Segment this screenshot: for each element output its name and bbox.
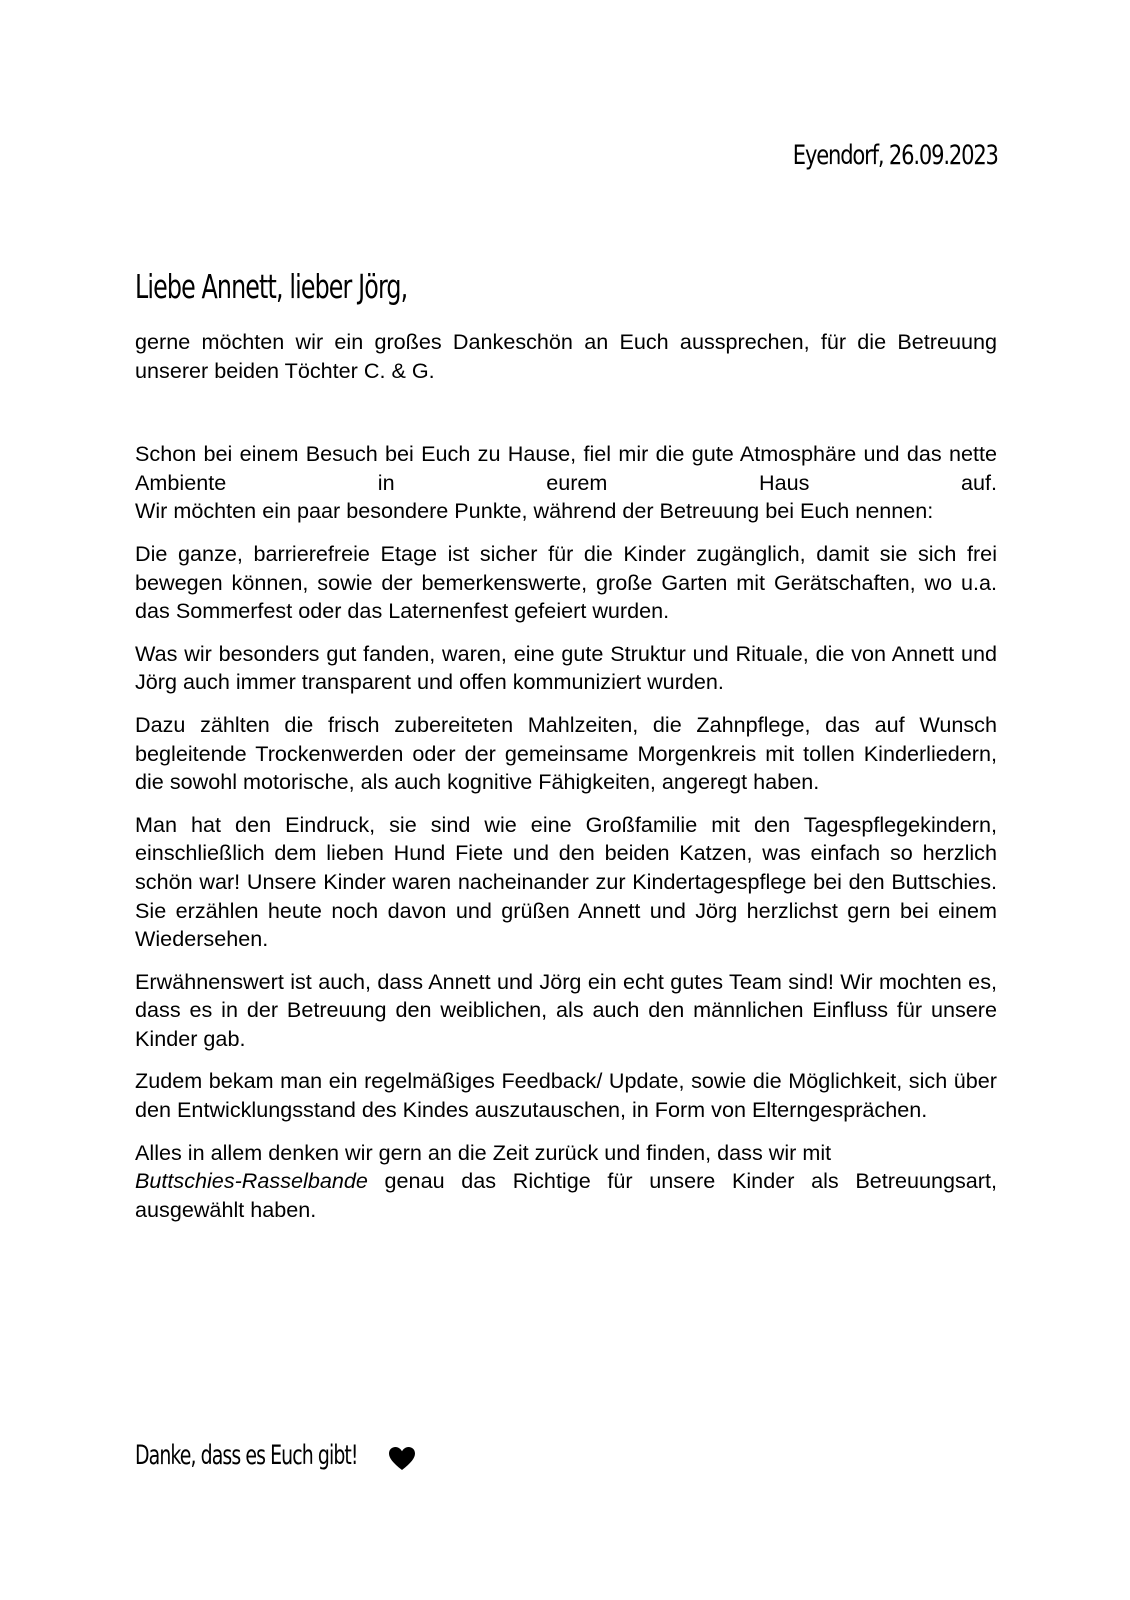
paragraph-visit: Schon bei einem Besuch bei Euch zu Hause, fiel mir die gute Atmosphäre und das nette Ambiente in eurem Haus auf. (135, 441, 997, 495)
paragraph-points-intro: Wir möchten ein paar besondere Punkte, während der Betreuung bei Euch nennen: (135, 498, 934, 524)
paragraph-routines: Dazu zählten die frisch zubereiteten Mahlzeiten, die Zahnpflege, das auf Wunsch begleitende Trockenwerden oder der gemeinsame Morgenkreis mit tollen Kinderliedern, die sowohl motorische, als auch kognitive Fähigkeiten, angeregt haben. (135, 711, 997, 795)
letter-body (135, 328, 997, 1238)
paragraph-structure: Was wir besonders gut fanden, waren, eine gute Struktur und Rituale, die von Annett und Jörg auch immer transparent und offen kommuniziert wurden. (135, 640, 997, 695)
salutation: Liebe Annett, lieber Jörg, (135, 267, 408, 306)
summary-emphasis: Buttschies-Rasselbande (135, 1168, 368, 1194)
paragraph-feedback: Zudem bekam man ein regelmäßiges Feedback/ Update, sowie die Möglichkeit, sich über den Entwicklungsstand des Kindes auszutauschen, in Form von Elterngesprächen. (135, 1068, 997, 1123)
paragraph-team: Erwähnenswert ist auch, dass Annett und Jörg ein echt gutes Team sind! Wir mochten es, dass es in der Betreuung den weiblichen, als auch den männlichen Einfluss für unsere Kinder gab. (135, 968, 997, 1051)
paragraph-summary (135, 1139, 997, 1225)
paragraph-family: Man hat den Eindruck, sie sind wie eine Großfamilie mit den Tagespflegekindern, einschließlich dem lieben Hund Fiete und den beiden Katzen, was einfach so herzlich schön war! Unsere Kinder waren nacheinander zur Kindertagespflege bei den Buttschies. Sie erzählen heute noch davon und grüßen Annett und Jörg herzlichst gern bei einem Wiedersehen. (135, 811, 997, 952)
closing-line: Danke, dass es Euch gibt! (135, 1440, 358, 1471)
heart-icon (389, 1447, 415, 1471)
letter-date: Eyendorf, 26.09.2023 (793, 140, 998, 171)
paragraph-floor-garden: Die ganze, barrierefreie Etage ist sicher für die Kinder zugänglich, damit sie sich frei bewegen können, sowie der bemerkenswerte, große Garten mit Gerätschaften, wo u.a. das Sommerfest oder das Laternenfest gefeiert wurden. (135, 540, 997, 624)
summary-text-before: Alles in allem denken wir gern an die Zeit zurück und finden, dass wir mit (135, 1139, 832, 1165)
paragraph-intro: gerne möchten wir ein großes Dankeschön an Euch aussprechen, für die Betreuung unserer beiden Töchter C. & G. (135, 329, 997, 383)
summary-text-after: genau das Richtige für unsere Kinder als Betreuungsart, ausgewählt haben. (135, 1168, 997, 1222)
